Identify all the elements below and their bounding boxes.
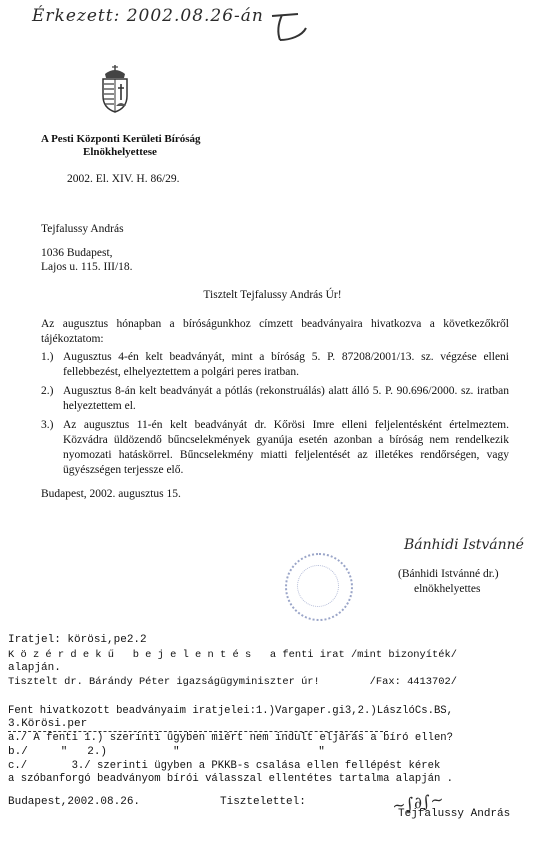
signatory-title: elnökhelyettes (414, 583, 481, 595)
court-name: A Pesti Központi Kerületi Bíróság (41, 133, 201, 145)
signatory-name: (Bánhidi Istvánné dr.) (398, 568, 499, 580)
letter-date: Budapest, 2002. augusztus 15. (41, 488, 181, 500)
salutation: Tisztelt Tejfalussy András Úr! (203, 289, 342, 301)
typed-line-iratjel: Iratjel: körösi,pe2.2 (8, 634, 147, 646)
item-text-1: Augusztus 4-én kelt beadványát, mint a bíróság 5. P. 87208/2001/13. sz. végzése elleni fellebbezést, elhelyeztettem a polgári peres iratban. (63, 351, 509, 378)
item-number-2: 2.) (41, 385, 54, 397)
recipient-address-line1: 1036 Budapest, (41, 247, 113, 259)
typed-signature-name: Tejfalussy András (398, 808, 511, 820)
typed-line-question-a: a./ A fenti 1.) szerinti ügyben miért nem indult eljárás a bíró ellen? (8, 732, 454, 744)
typed-line-kozerdeku: K ö z é r d e k ű b e j e l e n t é s a fenti irat /mint bizonyíték/ (8, 649, 457, 661)
typed-line-question-c: c./ 3./ szerinti ügyben a PKKB-s csalása ellen fellépést kérek (8, 760, 441, 772)
reference-number: 2002. El. XIV. H. 86/29. (67, 173, 180, 185)
typed-line-alapjan: alapján. (8, 662, 61, 674)
typed-closing-date: Budapest,2002.08.26. (8, 796, 141, 808)
handwritten-scribble-signature: ~∫∂∫~ (390, 789, 445, 816)
item-text-3: Az augusztus 11-én kelt beadványát dr. Kőrösi Imre elleni feljelentésként értelmeztem. Közvádra üldözendő bűncselekmények gyanúja esetén azonban a bíróság nem rendelkezik nyomozati hatáskörrel. Bűncselekmény miatti feljelentését az illetékes rendőrségen, vagy ügyészségen terjessze elő. (63, 419, 509, 476)
typed-line-minister-greeting: Tisztelt dr. Bárándy Péter igazságügyminiszter úr! /Fax: 4413702/ (8, 676, 457, 688)
handwritten-signature: Bánhidi Istvánné (404, 537, 524, 553)
typed-line-korosi-per: 3.Körösi.per (8, 718, 88, 730)
typed-closing-word: Tisztelettel: (220, 796, 306, 808)
recipient-address-line2: Lajos u. 115. III/18. (41, 261, 133, 273)
official-stamp (285, 553, 353, 621)
item-text-2: Augusztus 8-án kelt beadványát a pótlás (rekonstruálás) alatt álló 5. P. 90.696/2000. sz. iratban helyeztettem el. (63, 385, 509, 412)
intro-paragraph: Az augusztus hónapban a bíróságunkhoz címzett beadványaira hivatkozva a következőkről tájékoztatom: (41, 318, 509, 345)
typed-line-basis: a szóbanforgó beadványom bírói válasszal ellentétes tartalma alapján . (8, 773, 454, 785)
hungarian-coat-of-arms-icon (97, 64, 133, 114)
item-number-3: 3.) (41, 419, 54, 431)
item-number-1: 1.) (41, 351, 54, 363)
recipient-name: Tejfalussy András (41, 223, 124, 235)
handwritten-received-note: Érkezett: 2002.08.26-án (32, 6, 264, 26)
court-office: Elnökhelyettese (83, 146, 157, 158)
typed-line-question-b: b./ " 2.) " " (8, 746, 325, 758)
handwritten-initial-mark (268, 10, 314, 44)
typed-line-references: Fent hivatkozott beadványaim iratjelei:1.)Vargaper.gi3,2.)LászlóCs.BS, (8, 705, 454, 717)
